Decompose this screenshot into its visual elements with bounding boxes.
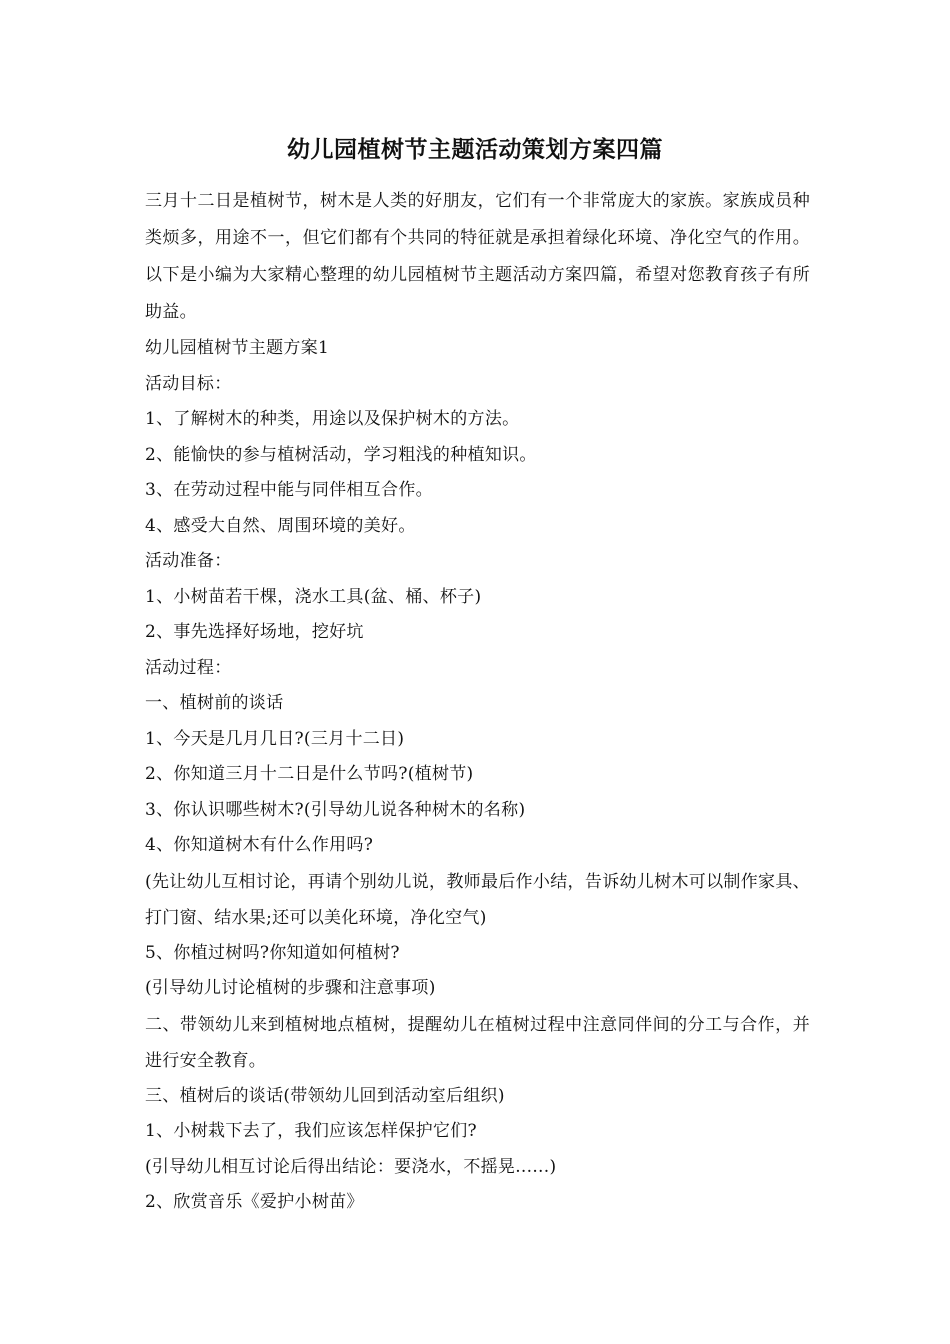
prep-heading: 活动准备：	[145, 551, 232, 571]
document-body	[145, 183, 810, 1221]
step1-item: 4、你知道树木有什么作用吗?	[145, 835, 374, 855]
step3-item: 1、小树栽下去了，我们应该怎样保护它们?	[145, 1121, 477, 1141]
step3-item: 2、欣赏音乐《爱护小树苗》	[145, 1192, 364, 1212]
step2-paragraph: 二、带领幼儿来到植树地点植树，提醒幼儿在植树过程中注意同伴间的分工与合作，并进行安全教育。	[145, 1014, 810, 1071]
goal-item: 4、感受大自然、周围环境的美好。	[145, 515, 416, 536]
goal-item: 2、能愉快的参与植树活动，学习粗浅的种植知识。	[145, 444, 537, 465]
step1-note: (先让幼儿互相讨论，再请个别幼儿说，教师最后作小结，告诉幼儿树木可以制作家具、打门窗、结水果;还可以美化环境，净化空气)	[145, 871, 810, 928]
step1-item: 5、你植过树吗?你知道如何植树?	[145, 942, 400, 963]
intro-paragraph: 三月十二日是植树节，树木是人类的好朋友，它们有一个非常庞大的家族。家族成员种类烦多，用途不一，但它们都有个共同的特征就是承担着绿化环境、净化空气的作用。以下是小编为大家精心整理的幼儿园植树节主题活动方案四篇，希望对您教育孩子有所助益。	[145, 191, 810, 322]
step1-item: 3、你认识哪些树木?(引导幼儿说各种树木的名称)	[145, 799, 526, 820]
step1-heading: 一、植树前的谈话	[145, 693, 284, 713]
step3-heading: 三、植树后的谈话(带领幼儿回到活动室后组织)	[145, 1085, 505, 1106]
document-title: 幼儿园植树节主题活动策划方案四篇	[287, 136, 663, 163]
process-heading: 活动过程：	[145, 657, 232, 678]
goal-item: 3、在劳动过程中能与同伴相互合作。	[145, 480, 433, 500]
step1-item: 2、你知道三月十二日是什么节吗?(植树节)	[145, 764, 474, 784]
goals-heading: 活动目标：	[145, 373, 232, 394]
section-heading: 幼儿园植树节主题方案1	[145, 338, 330, 358]
step3-item: (引导幼儿相互讨论后得出结论：要浇水，不摇晃......)	[145, 1156, 557, 1177]
prep-item: 2、事先选择好场地，挖好坑	[145, 622, 364, 642]
goal-item: 1、了解树木的种类，用途以及保护树木的方法。	[145, 409, 520, 429]
step1-note2: (引导幼儿讨论植树的步骤和注意事项)	[145, 978, 436, 998]
prep-item: 1、小树苗若干棵，浇水工具(盆、桶、杯子)	[145, 586, 482, 607]
step1-item: 1、今天是几月几日?(三月十二日)	[145, 728, 405, 749]
